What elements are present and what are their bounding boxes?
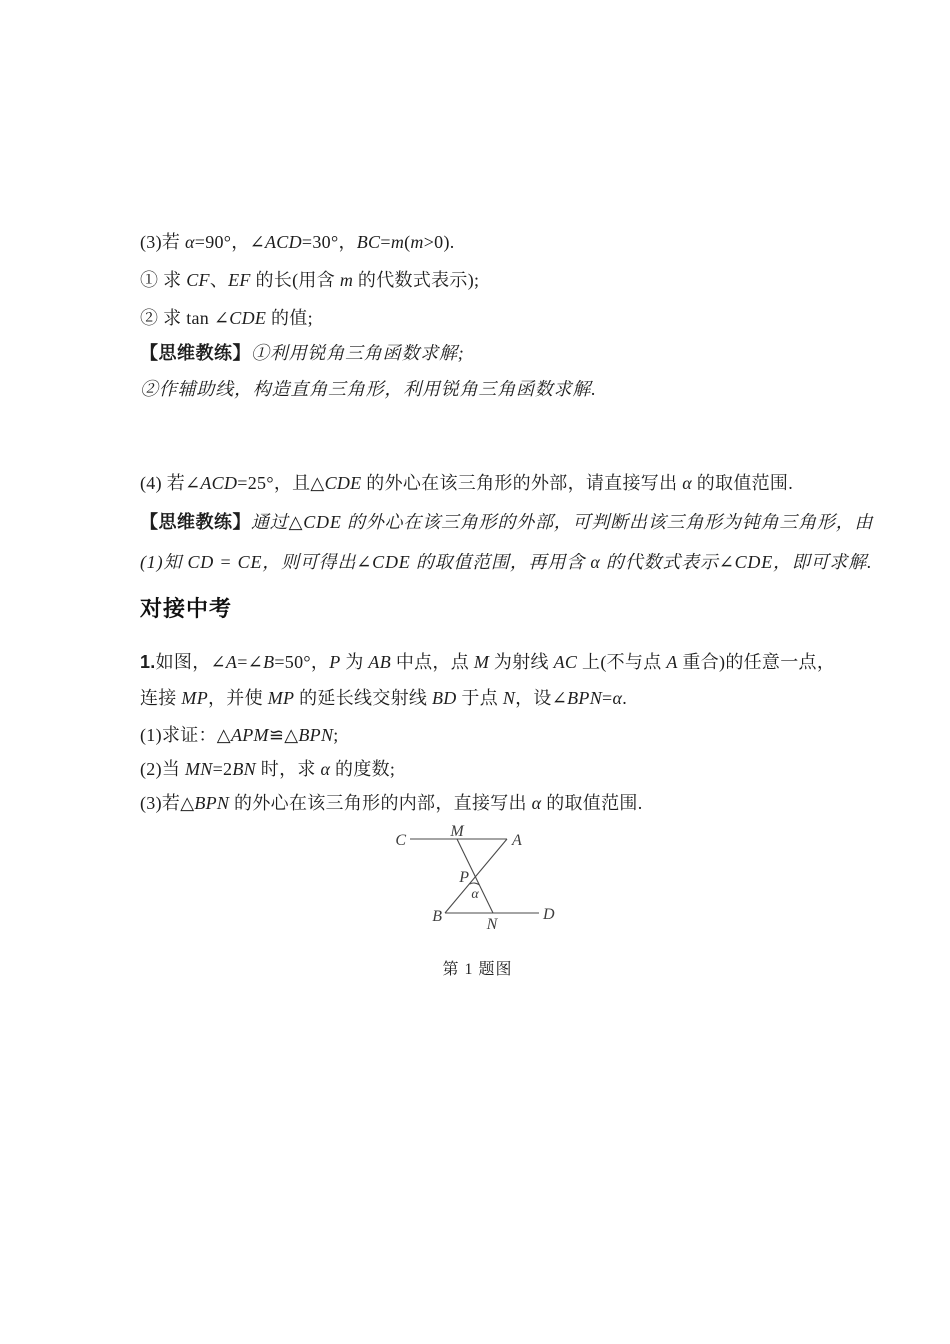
vertex-label-N: N (486, 916, 498, 933)
part3-question-1: ① 求 CF、EF 的长(用含 m 的代数式表示); (140, 270, 480, 290)
part3-coach-line-1 (140, 341, 885, 365)
geometry-figure (385, 820, 570, 938)
vertex-label-C: C (395, 832, 406, 849)
part4-coach-line-2: (1)知 CD = CE，则可得出∠CDE 的取值范围，再用含 α 的代数式表示∠CDE，即可求解. (140, 552, 873, 572)
exam1-stem-text-1: 如图，∠A=∠B=50°，P 为 AB 中点，点 M 为射线 AC 上(不与点 A 重合)的任意一点， (155, 652, 836, 672)
exam1-question-1: (1)求证：△APM≌△BPN; (140, 725, 339, 745)
part3-condition: (3)若 α=90°，∠ACD=30°，BC=m(m>0). (140, 232, 455, 252)
vertex-label-P: P (459, 869, 469, 886)
vertex-label-D: D (543, 906, 555, 923)
part4-coach-line-1 (140, 510, 885, 534)
part4-condition: (4) 若∠ACD=25°，且△CDE 的外心在该三角形的外部，请直接写出 α 的取值范围. (140, 473, 794, 493)
part4-coach-text-1: 通过△CDE 的外心在该三角形的外部，可判断出该三角形为钝角三角形，由 (251, 512, 874, 532)
exam1-question-3: (3)若△BPN 的外心在该三角形的内部，直接写出 α 的取值范围. (140, 793, 643, 813)
vertex-label-M: M (450, 823, 464, 840)
figure-caption: 第 1 题图 (442, 961, 513, 978)
angle-alpha-arc (470, 883, 480, 885)
exam1-number: 1. (140, 652, 156, 672)
section-heading: 对接中考 (140, 596, 233, 621)
figure-svg (385, 820, 570, 938)
coach-label: 【思维教练】 (140, 343, 251, 363)
exam1-question-2: (2)当 MN=2BN 时，求 α 的度数; (140, 759, 396, 779)
exam1-stem-line-2: 连接 MP，并使 MP 的延长线交射线 BD 于点 N，设∠BPN=α. (140, 688, 628, 708)
coach-label: 【思维教练】 (140, 512, 251, 532)
part3-coach-line-2: ②作辅助线，构造直角三角形，利用锐角三角函数求解. (140, 379, 597, 399)
part3-question-2: ② 求 tan ∠CDE 的值; (140, 308, 313, 328)
vertex-label-A: A (512, 832, 522, 849)
angle-label-alpha: α (471, 887, 479, 902)
vertex-label-B: B (432, 908, 442, 925)
part3-coach-text-1: ①利用锐角三角函数求解; (251, 343, 465, 363)
exam1-stem-line-1 (140, 650, 885, 674)
